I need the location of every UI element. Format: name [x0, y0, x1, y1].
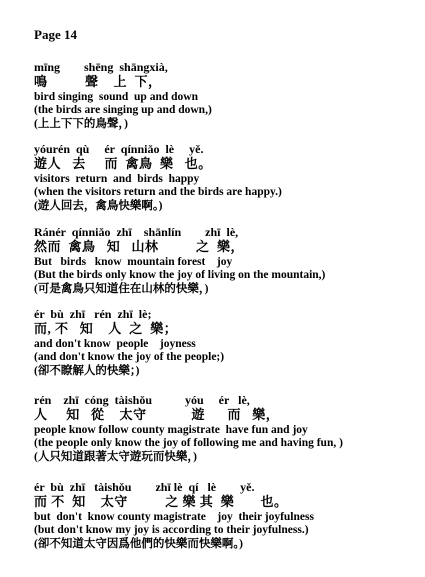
pinyin-line: yóurén qù ér qínniǎo lè yě.: [34, 142, 204, 156]
chinese-translation: (遊人回去，禽鳥快樂啊。): [34, 200, 163, 212]
literal-translation: (when the visitors return and the birds are happy.): [34, 186, 282, 198]
literal-translation: (But the birds only know the joy of living on the mountain,): [34, 269, 326, 281]
gloss-line: bird singing sound up and down: [34, 91, 198, 103]
pinyin-line: ér bù zhī tàishǒu zhī lè qí lè yě.: [34, 480, 255, 494]
hanzi-line: 而, 不 知 人 之 樂；: [34, 321, 178, 336]
literal-translation: (and don't know the joy of the people;): [34, 351, 225, 363]
pinyin-line: mīng shēng shāngxià,: [34, 60, 168, 74]
pinyin-line: rén zhī cóng tàishǒu yóu ér lè,: [34, 393, 250, 407]
chinese-translation: (上上下下的鳥聲，): [34, 118, 128, 130]
page-label: Page 14: [34, 27, 77, 42]
literal-translation: (the birds are singing up and down,): [34, 104, 212, 116]
literal-translation: (but don't know my joy is according to their joyfulness.): [34, 524, 309, 536]
chinese-translation: (人只知道跟著太守遊玩而快樂，): [34, 451, 197, 463]
hanzi-line: 而 不 知 太守 之 樂 其 樂 也。: [34, 494, 288, 509]
chinese-translation: (卻不知道太守因爲他們的快樂而快樂啊。): [34, 538, 243, 550]
gloss-line: and don't know people joyness: [34, 338, 196, 350]
pinyin-line: Ránér qínniǎo zhī shānlín zhī lè,: [34, 225, 239, 239]
gloss-line: visitors return and birds happy: [34, 173, 200, 185]
pinyin-line: ér bù zhī rén zhī lè;: [34, 307, 152, 321]
gloss-line: but don't know county magistrate joy their joyfulness: [34, 511, 314, 523]
hanzi-line: 然而 禽鳥 知 山林 之 樂，: [34, 239, 245, 254]
hanzi-line: 鳴 聲 上 下，: [34, 74, 162, 89]
hanzi-line: 遊人 去 而 禽鳥 樂 也。: [34, 156, 212, 171]
gloss-line: people know follow county magistrate have fun and joy: [34, 424, 308, 436]
chinese-translation: (卻不瞭解人的快樂；): [34, 365, 140, 377]
gloss-line: But birds know mountain forest joy: [34, 256, 233, 268]
chinese-translation: (可是禽鳥只知道住在山林的快樂，): [34, 283, 209, 295]
hanzi-line: 人 知 從 太守 遊 而 樂，: [34, 407, 280, 422]
literal-translation: (the people only know the joy of following me and having fun, ): [34, 437, 343, 449]
